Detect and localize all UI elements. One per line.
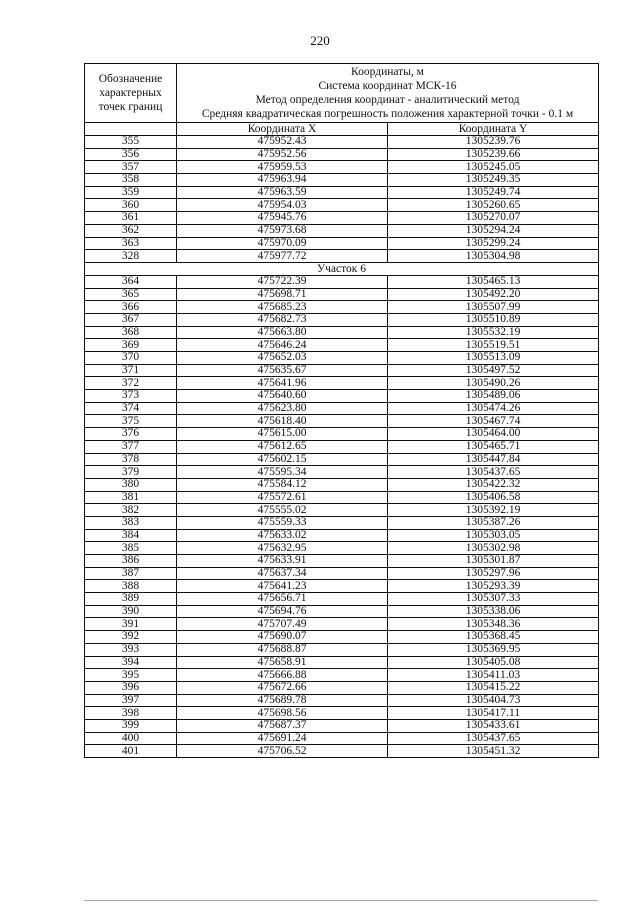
coordinate-x-cell: 475623.80 [177,402,388,415]
point-number-cell: 379 [85,466,177,479]
table-row [85,326,599,339]
coordinate-x-cell: 475954.03 [177,199,388,212]
table-row [85,681,599,694]
coordinate-y-cell: 1305464.00 [388,428,599,441]
table-row [85,174,599,187]
table-row [85,186,599,199]
coordinate-y-cell: 1305249.35 [388,174,599,187]
point-number-cell: 362 [85,224,177,237]
coordinate-x-cell: 475652.03 [177,352,388,365]
point-number-cell: 388 [85,580,177,593]
coordinate-x-cell: 475663.80 [177,326,388,339]
coordinate-x-cell: 475572.61 [177,491,388,504]
table-row [85,529,599,542]
table-row [85,580,599,593]
point-number-cell: 377 [85,440,177,453]
coordinate-x-header: Координата X [177,123,388,136]
coordinate-x-cell: 475633.91 [177,555,388,568]
coordinate-x-cell: 475722.39 [177,275,388,288]
table-row [85,136,599,149]
coordinate-y-cell: 1305368.45 [388,631,599,644]
table-row [85,440,599,453]
point-number-cell: 394 [85,656,177,669]
coordinate-y-cell: 1305338.06 [388,605,599,618]
coordinate-x-cell: 475970.09 [177,237,388,250]
coordinate-y-cell: 1305239.66 [388,148,599,161]
table-row [85,224,599,237]
table-row [85,212,599,225]
rows-group-a [85,136,599,263]
point-number-cell: 396 [85,681,177,694]
coordinate-y-cell: 1305245.05 [388,161,599,174]
table-row [85,250,599,263]
coordinate-y-cell: 1305510.89 [388,313,599,326]
point-number-cell: 359 [85,186,177,199]
coordinate-y-cell: 1305465.71 [388,440,599,453]
point-number-cell: 368 [85,326,177,339]
coordinate-x-cell: 475595.34 [177,466,388,479]
table-row [85,453,599,466]
table-row [85,516,599,529]
coordinate-y-cell: 1305294.24 [388,224,599,237]
section-row [85,262,599,275]
table-row [85,199,599,212]
coordinate-y-cell: 1305532.19 [388,326,599,339]
coordinate-x-cell: 475688.87 [177,643,388,656]
coordinate-x-cell: 475952.56 [177,148,388,161]
table-row [85,428,599,441]
coordinate-x-cell: 475694.76 [177,605,388,618]
point-number-cell: 366 [85,301,177,314]
coordinate-y-cell: 1305437.65 [388,732,599,745]
point-number-cell: 393 [85,643,177,656]
section-label: Участок 6 [85,262,599,275]
point-number-cell: 389 [85,593,177,606]
point-number-cell: 372 [85,377,177,390]
coordinate-y-cell: 1305492.20 [388,288,599,301]
point-number-cell: 360 [85,199,177,212]
point-number-cell: 374 [85,402,177,415]
coordinate-x-cell: 475685.23 [177,301,388,314]
coordinate-y-cell: 1305406.58 [388,491,599,504]
coordinate-y-cell: 1305301.87 [388,555,599,568]
coordinate-x-cell: 475641.96 [177,377,388,390]
point-number-cell: 365 [85,288,177,301]
point-number-cell: 390 [85,605,177,618]
point-number-cell: 369 [85,339,177,352]
point-number-cell: 361 [85,212,177,225]
table-row [85,390,599,403]
coordinate-y-cell: 1305299.24 [388,237,599,250]
coordinate-y-header: Координата Y [388,123,599,136]
coordinate-x-cell: 475706.52 [177,745,388,758]
table-row [85,478,599,491]
coordinate-y-cell: 1305447.84 [388,453,599,466]
table-row [85,148,599,161]
header-line: Обозначение [98,73,163,85]
coordinate-y-cell: 1305422.32 [388,478,599,491]
coordinate-x-cell: 475963.94 [177,174,388,187]
table-row [85,313,599,326]
point-number-cell: 357 [85,161,177,174]
coordinate-x-cell: 475646.24 [177,339,388,352]
coordinate-y-cell: 1305239.76 [388,136,599,149]
point-number-cell: 400 [85,732,177,745]
point-number-cell: 381 [85,491,177,504]
point-number-cell: 328 [85,250,177,263]
coordinate-x-cell: 475612.65 [177,440,388,453]
rows-group-b [85,275,599,757]
coordinate-y-cell: 1305270.07 [388,212,599,225]
point-number-cell: 355 [85,136,177,149]
coordinate-y-cell: 1305437.65 [388,466,599,479]
coordinates-header [177,64,599,123]
point-number-cell: 383 [85,516,177,529]
coordinate-x-cell: 475615.00 [177,428,388,441]
coordinate-y-cell: 1305411.03 [388,669,599,682]
point-number-cell: 371 [85,364,177,377]
coordinate-x-cell: 475973.68 [177,224,388,237]
coordinate-x-cell: 475682.73 [177,313,388,326]
coordinate-x-cell: 475658.91 [177,656,388,669]
coordinate-x-cell: 475698.56 [177,707,388,720]
coordinate-y-cell: 1305304.98 [388,250,599,263]
page-number: 220 [310,33,330,48]
table-header-row [85,64,599,123]
point-number-cell: 364 [85,275,177,288]
point-number-cell: 373 [85,390,177,403]
coordinate-x-cell: 475666.88 [177,669,388,682]
coordinate-y-cell: 1305507.99 [388,301,599,314]
point-number-cell: 386 [85,555,177,568]
coordinate-x-cell: 475952.43 [177,136,388,149]
point-number-cell: 358 [85,174,177,187]
coordinate-y-cell: 1305415.22 [388,681,599,694]
coordinate-x-cell: 475977.72 [177,250,388,263]
table-row [85,288,599,301]
coordinate-x-cell: 475690.07 [177,631,388,644]
point-number-cell: 382 [85,504,177,517]
coordinate-x-cell: 475945.76 [177,212,388,225]
table-row [85,707,599,720]
table-row [85,656,599,669]
point-number-cell: 375 [85,415,177,428]
point-number-cell: 356 [85,148,177,161]
header-line: характерных [99,87,162,99]
section-row-group [85,262,599,275]
coordinate-y-cell: 1305293.39 [388,580,599,593]
point-number-cell: 401 [85,745,177,758]
point-number-cell: 387 [85,567,177,580]
coordinate-x-cell: 475672.66 [177,681,388,694]
point-number-cell: 378 [85,453,177,466]
coordinate-y-cell: 1305465.13 [388,275,599,288]
coordinate-x-cell: 475641.23 [177,580,388,593]
coordinate-y-cell: 1305297.96 [388,567,599,580]
coordinate-y-cell: 1305417.11 [388,707,599,720]
coordinate-y-cell: 1305303.05 [388,529,599,542]
coordinate-x-cell: 475635.67 [177,364,388,377]
coordinate-x-cell: 475555.02 [177,504,388,517]
header-line: Метод определения координат - аналитический метод [255,94,520,106]
table-row [85,415,599,428]
coordinate-y-cell: 1305249.74 [388,186,599,199]
coordinate-y-cell: 1305387.26 [388,516,599,529]
table-row [85,352,599,365]
coordinate-x-cell: 475959.53 [177,161,388,174]
coordinate-x-cell: 475584.12 [177,478,388,491]
point-number-cell: 397 [85,694,177,707]
coordinate-y-cell: 1305392.19 [388,504,599,517]
table-row [85,605,599,618]
page-edge-line [84,900,598,901]
header-line: Координаты, м [351,66,424,78]
coordinate-x-cell: 475559.33 [177,516,388,529]
coordinate-y-cell: 1305489.06 [388,390,599,403]
coordinate-y-cell: 1305490.26 [388,377,599,390]
table-row [85,402,599,415]
coordinate-y-cell: 1305451.32 [388,745,599,758]
coordinate-x-cell: 475689.78 [177,694,388,707]
table-row [85,339,599,352]
point-number-cell: 363 [85,237,177,250]
table-row [85,631,599,644]
coordinate-y-cell: 1305404.73 [388,694,599,707]
coordinate-y-cell: 1305519.51 [388,339,599,352]
coordinate-y-cell: 1305307.33 [388,593,599,606]
point-number-cell: 367 [85,313,177,326]
table-row [85,669,599,682]
point-number-cell: 376 [85,428,177,441]
table-row [85,567,599,580]
table-row [85,301,599,314]
coordinate-x-cell: 475633.02 [177,529,388,542]
point-number-cell: 384 [85,529,177,542]
point-number-cell: 395 [85,669,177,682]
coordinates-table [84,63,599,758]
coordinate-y-cell: 1305497.52 [388,364,599,377]
point-number-cell: 391 [85,618,177,631]
table-row [85,745,599,758]
coordinate-y-cell: 1305302.98 [388,542,599,555]
blank-subheader-cell [85,123,177,136]
table-row [85,377,599,390]
coordinate-x-cell: 475602.15 [177,453,388,466]
table-row [85,555,599,568]
point-number-cell: 399 [85,719,177,732]
coordinate-x-cell: 475963.59 [177,186,388,199]
table-row [85,466,599,479]
table-row [85,161,599,174]
coordinate-y-cell: 1305260.65 [388,199,599,212]
coordinate-x-cell: 475691.24 [177,732,388,745]
table-row [85,237,599,250]
header-line: Система координат МСК-16 [318,80,457,92]
table-row [85,732,599,745]
coordinate-x-cell: 475618.40 [177,415,388,428]
point-number-cell: 380 [85,478,177,491]
table-row [85,275,599,288]
coordinate-y-cell: 1305513.09 [388,352,599,365]
coordinate-x-cell: 475656.71 [177,593,388,606]
table-row [85,643,599,656]
table-row [85,504,599,517]
table-row [85,364,599,377]
point-designation-header [85,64,177,123]
coordinate-y-cell: 1305369.95 [388,643,599,656]
header-line: Средняя квадратическая погрешность положения характерной точки - 0.1 м [201,108,574,120]
point-number-cell: 370 [85,352,177,365]
table-row [85,491,599,504]
coordinate-y-cell: 1305348.36 [388,618,599,631]
coordinate-x-cell: 475707.49 [177,618,388,631]
point-number-cell: 385 [85,542,177,555]
table-row [85,618,599,631]
coordinate-y-cell: 1305474.26 [388,402,599,415]
coordinate-x-cell: 475637.34 [177,567,388,580]
column-subheader-row [85,123,599,136]
point-number-cell: 392 [85,631,177,644]
coordinate-y-cell: 1305433.61 [388,719,599,732]
coordinate-y-cell: 1305405.08 [388,656,599,669]
coordinate-y-cell: 1305467.74 [388,415,599,428]
table-row [85,593,599,606]
coordinate-x-cell: 475632.95 [177,542,388,555]
coordinate-x-cell: 475687.37 [177,719,388,732]
header-line: точек границ [98,101,163,113]
table-row [85,694,599,707]
point-number-cell: 398 [85,707,177,720]
coordinate-x-cell: 475698.71 [177,288,388,301]
table-row [85,542,599,555]
table-row [85,719,599,732]
coordinate-x-cell: 475640.60 [177,390,388,403]
